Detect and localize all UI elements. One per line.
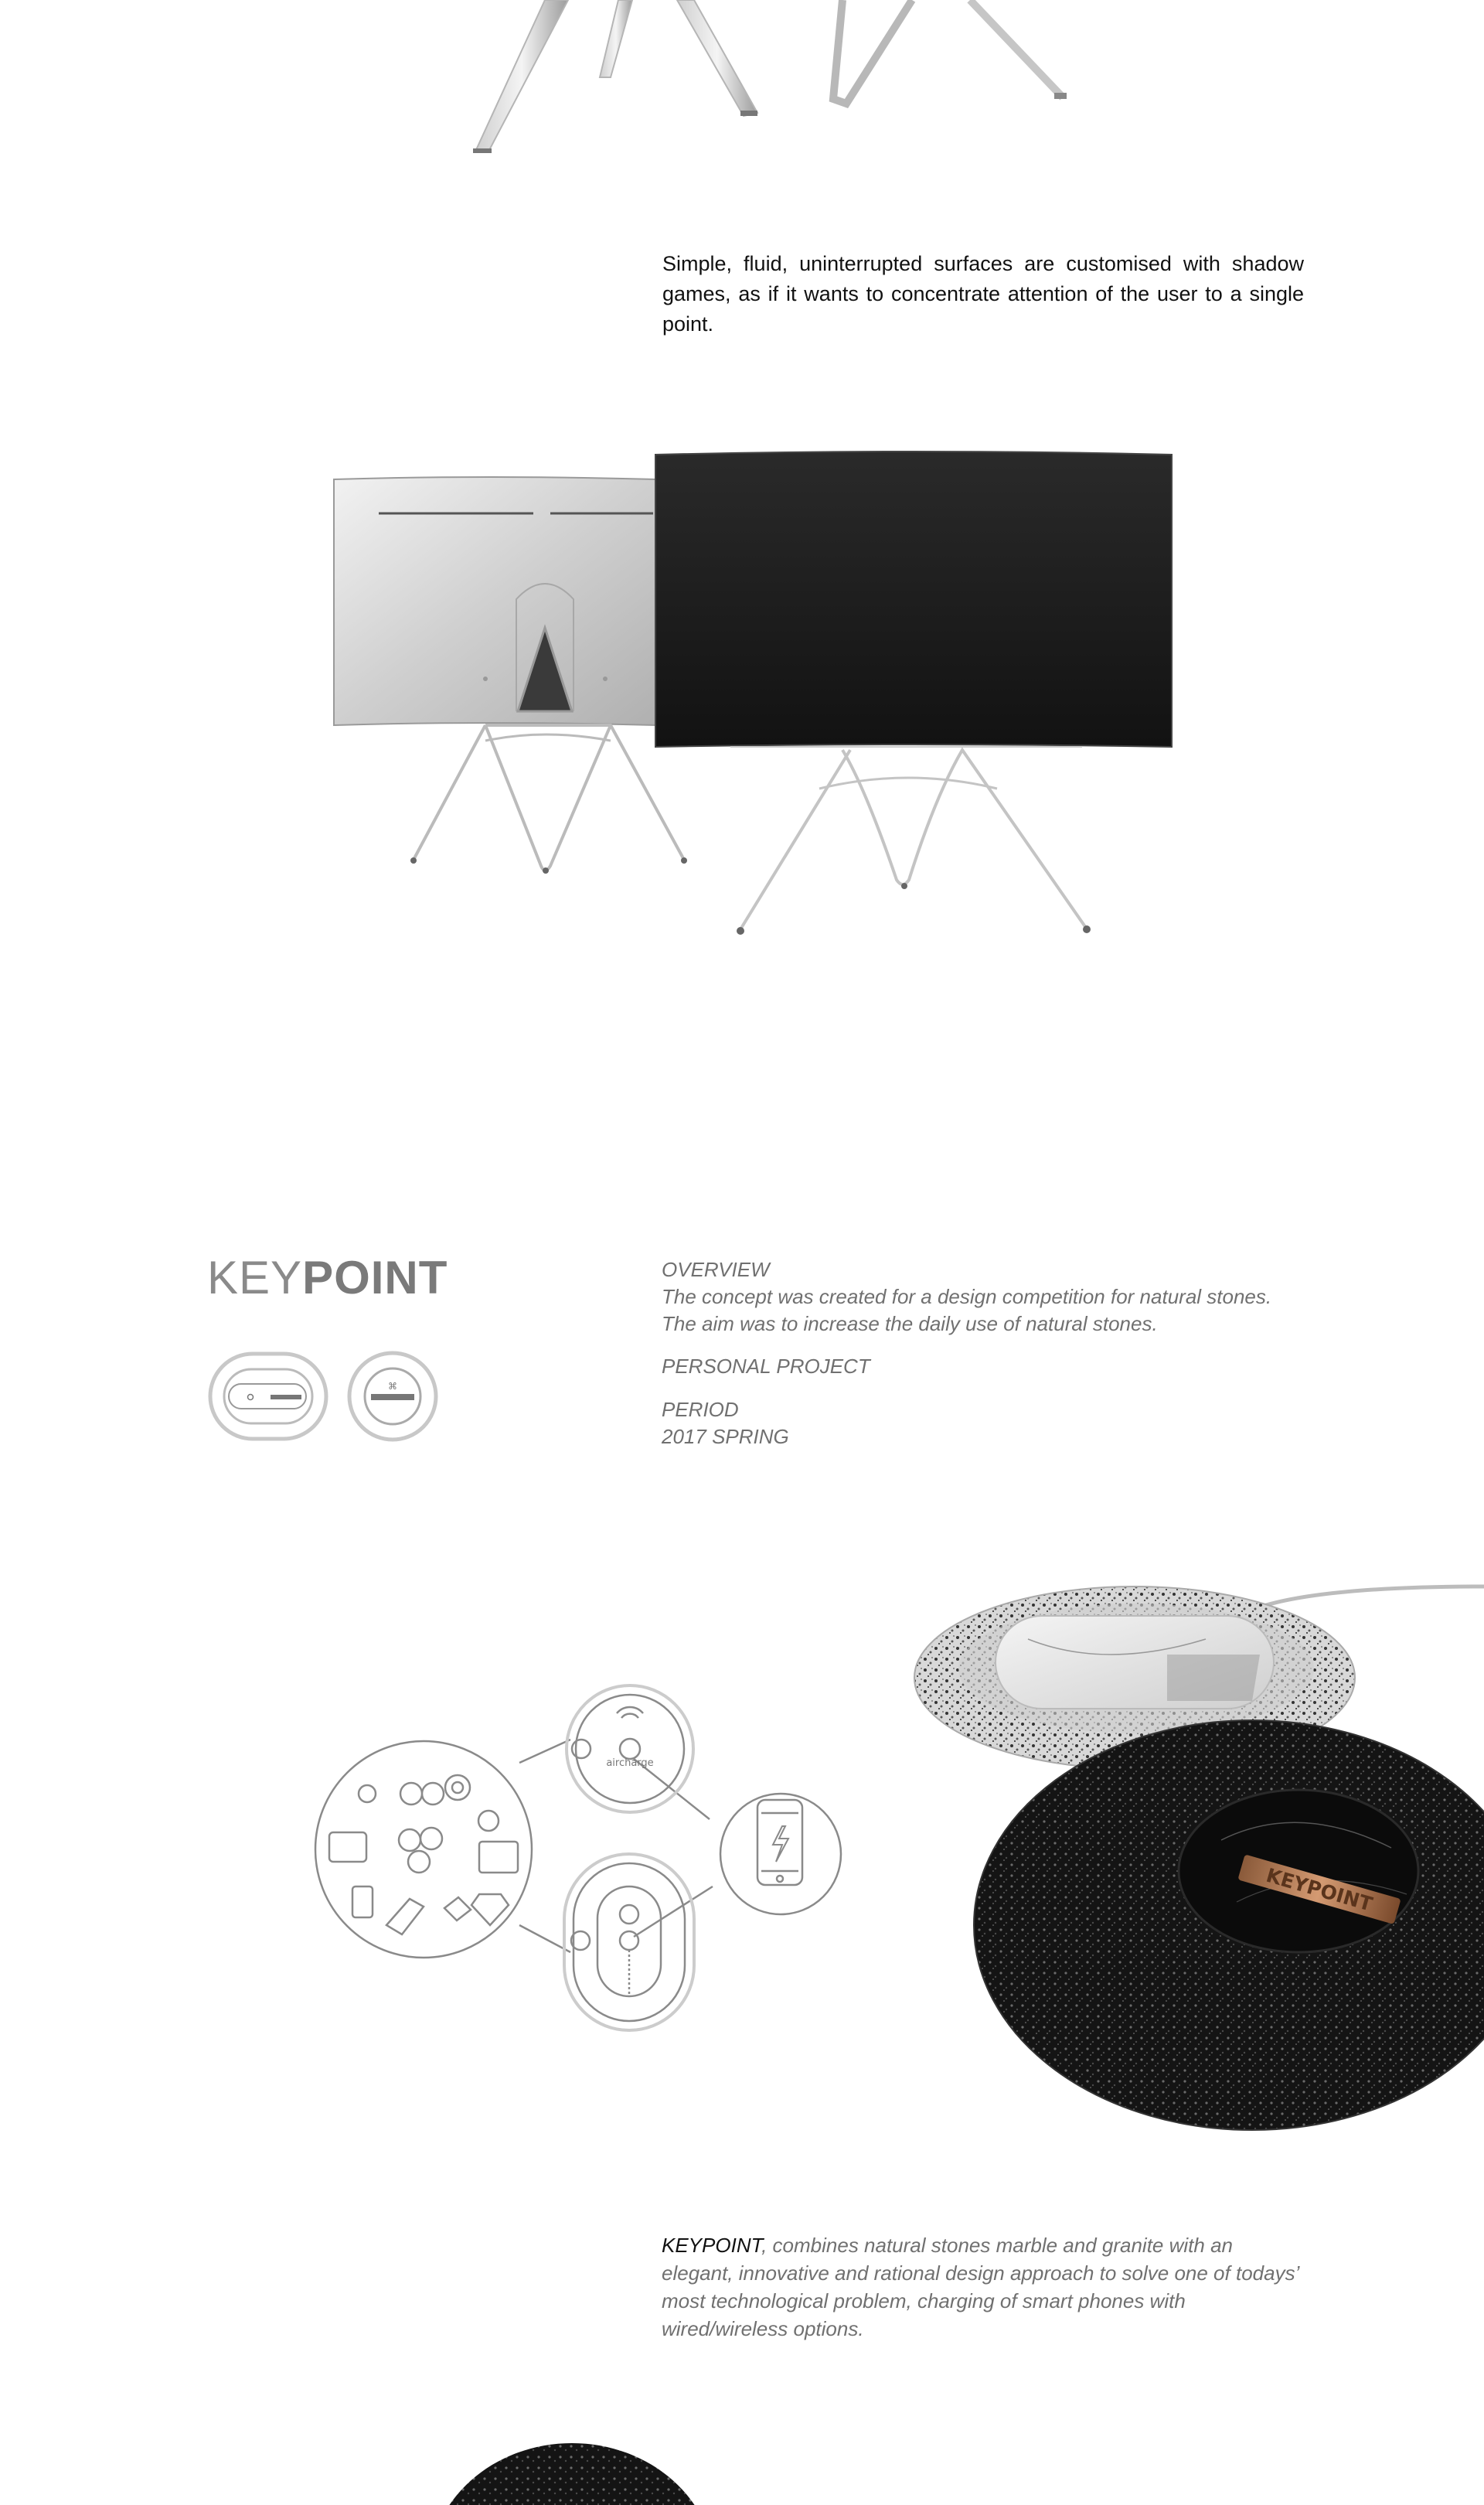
bottom-granite-disc-image <box>417 2443 727 2505</box>
tv-stand-top-image <box>0 0 1484 170</box>
description-text: , combines natural stones marble and granite with an elegant, innovative and rational design approach to solve one of todays’ most technological problem, charging of smart phones with wired/wireless options. <box>662 2234 1298 2340</box>
keypoint-concept-diagram <box>309 1670 850 2041</box>
curved-tv-image <box>309 433 1198 959</box>
keypoint-description <box>662 2231 1303 2343</box>
description-keyword: KEYPOINT <box>662 2234 762 2257</box>
overview-text: The concept was created for a design competition for natural stones. The aim was to increase the daily use of natural stones. <box>662 1285 1272 1335</box>
keypoint-stone-products-image <box>912 1569 1484 2142</box>
tv-caption: Simple, fluid, uninterrupted surfaces are customised with shadow games, as if it wants to concentrate attention of the user to a single point. <box>662 252 1304 336</box>
keypoint-title <box>207 1251 448 1304</box>
period-value: 2017 SPRING <box>662 1425 789 1448</box>
keypoint-title-light: KEY <box>207 1252 303 1304</box>
overview-label: OVERVIEW <box>662 1258 770 1281</box>
product-engraving: KEYPOINT <box>1263 1863 1375 1916</box>
aircharge-label: aircharge <box>606 1757 654 1769</box>
svg-text:⌘: ⌘ <box>388 1381 397 1392</box>
project-type: PERSONAL PROJECT <box>662 1355 870 1378</box>
period-label: PERIOD <box>662 1398 739 1421</box>
keypoint-title-bold: POINT <box>302 1252 448 1304</box>
keypoint-product-icons <box>207 1349 447 1446</box>
